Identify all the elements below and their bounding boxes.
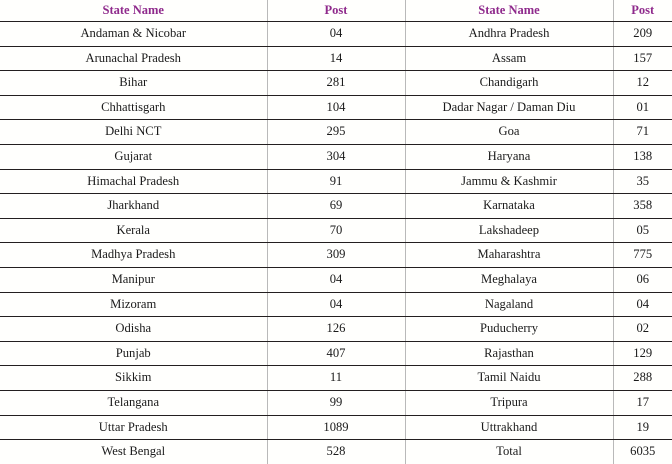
cell-state-name-left: Telangana (0, 390, 267, 415)
cell-state-name-right: Assam (405, 46, 613, 71)
cell-post-right: 775 (613, 243, 672, 268)
table-row (0, 218, 672, 243)
table-row (0, 95, 672, 120)
column-header-post-right: Post (613, 0, 672, 22)
cell-post-right: 04 (613, 292, 672, 317)
cell-state-name-left: West Bengal (0, 440, 267, 464)
cell-state-name-left: Odisha (0, 317, 267, 342)
cell-post-right: 209 (613, 22, 672, 47)
cell-post-left: 69 (267, 194, 405, 219)
cell-post-right: 138 (613, 144, 672, 169)
column-header-state-name-left: State Name (0, 0, 267, 22)
cell-state-name-right: Meghalaya (405, 267, 613, 292)
column-header-state-name-right: State Name (405, 0, 613, 22)
cell-state-name-left: Bihar (0, 71, 267, 96)
cell-state-name-left: Arunachal Pradesh (0, 46, 267, 71)
total-label: Total (405, 440, 613, 464)
cell-state-name-left: Chhattisgarh (0, 95, 267, 120)
cell-post-left: 70 (267, 218, 405, 243)
cell-post-right: 71 (613, 120, 672, 145)
cell-post-left: 304 (267, 144, 405, 169)
cell-state-name-right: Lakshadeep (405, 218, 613, 243)
cell-post-left: 126 (267, 317, 405, 342)
table-row (0, 341, 672, 366)
cell-state-name-right: Andhra Pradesh (405, 22, 613, 47)
cell-post-left: 04 (267, 22, 405, 47)
table-row (0, 243, 672, 268)
cell-state-name-right: Jammu & Kashmir (405, 169, 613, 194)
total-value: 6035 (630, 444, 656, 459)
cell-post-right: 01 (613, 95, 672, 120)
table-row (0, 440, 672, 464)
cell-post-right: 19 (613, 415, 672, 440)
table-header (0, 0, 672, 22)
cell-post-left: 14 (267, 46, 405, 71)
table-row (0, 267, 672, 292)
column-header-post-left: Post (267, 0, 405, 22)
table-row (0, 390, 672, 415)
cell-state-name-right: Haryana (405, 144, 613, 169)
cell-state-name-left: Gujarat (0, 144, 267, 169)
cell-state-name-left: Punjab (0, 341, 267, 366)
cell-state-name-left: Manipur (0, 267, 267, 292)
cell-state-name-right: Nagaland (405, 292, 613, 317)
cell-post-right: 06 (613, 267, 672, 292)
cell-state-name-right: Chandigarh (405, 71, 613, 96)
table-row (0, 194, 672, 219)
cell-post-right: 12 (613, 71, 672, 96)
table-row (0, 22, 672, 47)
cell-post-right: 288 (613, 366, 672, 391)
cell-post-right: 35 (613, 169, 672, 194)
cell-state-name-left: Jharkhand (0, 194, 267, 219)
cell-state-name-left: Delhi NCT (0, 120, 267, 145)
table-row (0, 317, 672, 342)
cell-state-name-left: Kerala (0, 218, 267, 243)
table-row (0, 415, 672, 440)
cell-state-name-left: Uttar Pradesh (0, 415, 267, 440)
cell-state-name-right: Karnataka (405, 194, 613, 219)
cell-state-name-left: Himachal Pradesh (0, 169, 267, 194)
cell-post-right: 02 (613, 317, 672, 342)
cell-state-name-right: Tripura (405, 390, 613, 415)
cell-state-name-right: Tamil Naidu (405, 366, 613, 391)
table-body (0, 22, 672, 464)
cell-post-right: 17 (613, 390, 672, 415)
cell-post-left: 104 (267, 95, 405, 120)
cell-post-left: 295 (267, 120, 405, 145)
table-row (0, 169, 672, 194)
cell-post-right: 157 (613, 46, 672, 71)
cell-state-name-left: Mizoram (0, 292, 267, 317)
cell-post-left: 91 (267, 169, 405, 194)
table-row (0, 120, 672, 145)
cell-post-left: 11 (267, 366, 405, 391)
cell-state-name-right: Dadar Nagar / Daman Diu (405, 95, 613, 120)
table-row (0, 46, 672, 71)
cell-post-left: 281 (267, 71, 405, 96)
table-row (0, 292, 672, 317)
cell-post-right: 05 (613, 218, 672, 243)
cell-state-name-left: Andaman & Nicobar (0, 22, 267, 47)
cell-post-left: 1089 (267, 415, 405, 440)
cell-state-name-right: Maharashtra (405, 243, 613, 268)
cell-post-left: 04 (267, 292, 405, 317)
cell-post-left: 04 (267, 267, 405, 292)
cell-post-right: 358 (613, 194, 672, 219)
cell-post-left: 99 (267, 390, 405, 415)
table-row (0, 71, 672, 96)
cell-state-name-right: Rajasthan (405, 341, 613, 366)
cell-state-name-right: Puducherry (405, 317, 613, 342)
cell-state-name-right: Goa (405, 120, 613, 145)
cell-state-name-left: Sikkim (0, 366, 267, 391)
table-row (0, 366, 672, 391)
cell-post-left: 528 (267, 440, 405, 464)
cell-state-name-right: Uttrakhand (405, 415, 613, 440)
cell-post-right: 129 (613, 341, 672, 366)
cell-state-name-left: Madhya Pradesh (0, 243, 267, 268)
table-row (0, 144, 672, 169)
cell-post-left: 407 (267, 341, 405, 366)
cell-post-left: 309 (267, 243, 405, 268)
table-header-row (0, 0, 672, 22)
